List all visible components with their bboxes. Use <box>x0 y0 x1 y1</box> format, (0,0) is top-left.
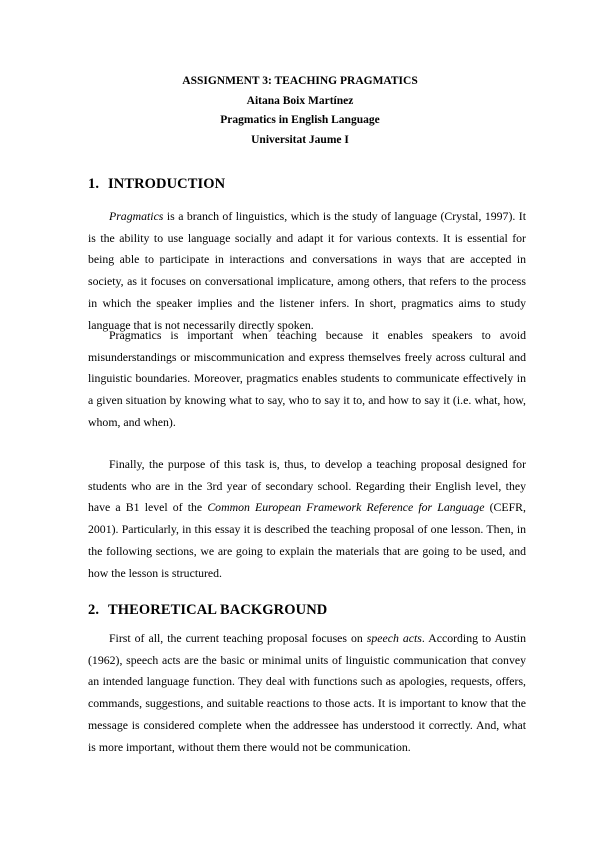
paragraph-text: is a branch of linguistics, which is the study of language (Crystal, 1997). It is the ability to use language socially and adapt it for various contexts. It is essential for being able to participate in interactions and conversations in ways that are accepted in society, as it focuses on conversational implicature, among others, that refers to the process in which the speaker implies and the listener infers. In short, pragmatics aims to study language that is not necessarily directly spoken. <box>88 209 526 332</box>
title-block <box>0 72 600 150</box>
paragraph <box>88 454 526 584</box>
assignment-title: ASSIGNMENT 3: TEACHING PRAGMATICS <box>182 75 418 87</box>
paragraph-text: Pragmatics is important when teaching because it enables speakers to avoid misunderstandings or miscommunication and express themselves freely across cultural and linguistic boundaries. Moreover, pragmatics enables students to communicate effectively in a given situation by knowing what to say, who to say it to, and how to say it (i.e. what, how, whom, and when). <box>88 328 526 429</box>
section-title: THEORETICAL BACKGROUND <box>108 602 328 618</box>
section-number: 1. <box>88 176 100 192</box>
paragraph <box>88 325 526 434</box>
paragraph-text: First of all, the current teaching proposal focuses on <box>109 631 367 645</box>
italic-term: speech acts <box>366 631 422 645</box>
author-name: Aitana Boix Martínez <box>246 94 354 107</box>
section-number: 2. <box>88 602 100 618</box>
italic-term: Pragmatics <box>109 209 164 223</box>
section-heading-theoretical-background <box>88 602 327 619</box>
course-name: Pragmatics in English Language <box>220 114 380 126</box>
paragraph-text: . According to Austin (1962), speech acts are the basic or minimal units of linguistic communication that convey an intended language function. They deal with functions such as apologies, requests, offers, commands, suggestions, and suitable reactions to those acts. It is important to know that the message is considered complete when the addressee has understood it correctly. And, what is more important, without them there would not be communication. <box>88 631 526 754</box>
paragraph <box>88 628 526 758</box>
section-title: INTRODUCTION <box>108 176 226 192</box>
italic-term: Common European Framework Reference for Language <box>207 500 485 515</box>
section-heading-introduction <box>88 176 225 193</box>
paragraph-text: Finally, the purpose of this task is, thus, to develop a teaching proposal designed for students who are in the 3rd year of secondary school. Regarding their English level, they have a B1 level of the <box>88 457 526 515</box>
paragraph-text: (CEFR, 2001). Particularly, in this essay it is described the teaching proposal of one lesson. Then, in the following sections, we are going to explain the materials that are going to be used, and how the lesson is structured. <box>88 500 526 580</box>
paragraph <box>88 206 526 336</box>
university-name: Universitat Jaume I <box>251 133 349 146</box>
